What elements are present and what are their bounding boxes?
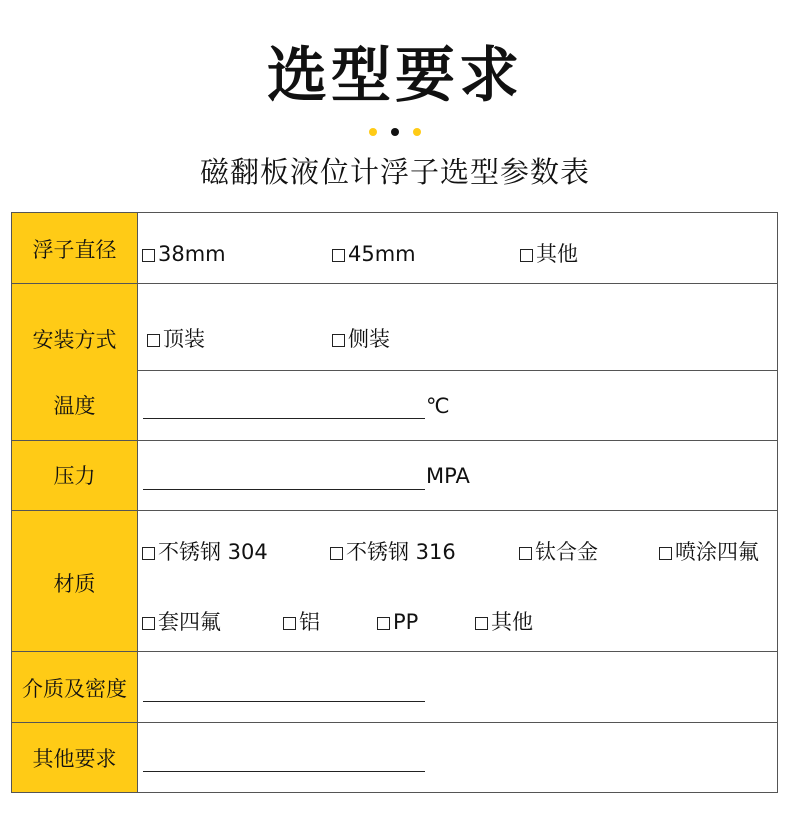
label-pressure: 压力 bbox=[53, 464, 96, 488]
option-pp[interactable] bbox=[377, 607, 418, 637]
option-label: 其他 bbox=[491, 610, 533, 634]
option-label: 喷涂四氟 bbox=[675, 540, 759, 564]
checkbox[interactable] bbox=[520, 249, 533, 262]
option-label: 顶装 bbox=[163, 327, 205, 351]
option-label: 38mm bbox=[158, 242, 226, 266]
checkbox[interactable] bbox=[142, 249, 155, 262]
page-title: 选型要求 bbox=[267, 41, 523, 111]
checkbox[interactable] bbox=[283, 617, 296, 630]
option-label: 套四氟 bbox=[158, 610, 221, 634]
label-temperature: 温度 bbox=[53, 394, 96, 418]
option-label: PP bbox=[393, 610, 419, 634]
option-label: 其他 bbox=[536, 242, 578, 266]
option-ptfe-coated[interactable] bbox=[659, 537, 759, 567]
row-divider bbox=[12, 651, 777, 652]
checkbox[interactable] bbox=[659, 547, 672, 560]
row-divider bbox=[12, 283, 777, 284]
option-aluminum[interactable] bbox=[283, 607, 320, 637]
option-label: 铝 bbox=[299, 610, 320, 634]
option-38mm[interactable] bbox=[142, 239, 226, 269]
temperature-input-line[interactable] bbox=[143, 418, 425, 419]
label-column bbox=[12, 213, 138, 792]
option-ss304[interactable] bbox=[142, 537, 268, 567]
option-label: 侧装 bbox=[348, 327, 390, 351]
checkbox[interactable] bbox=[332, 334, 345, 347]
option-label: 45mm bbox=[348, 242, 416, 266]
checkbox[interactable] bbox=[147, 334, 160, 347]
dot-left bbox=[369, 128, 377, 136]
option-45mm[interactable] bbox=[332, 239, 416, 269]
option-diameter-other[interactable] bbox=[520, 239, 578, 269]
checkbox[interactable] bbox=[377, 617, 390, 630]
temperature-unit: ℃ bbox=[426, 394, 450, 418]
pressure-input-line[interactable] bbox=[143, 489, 425, 490]
dot-right bbox=[413, 128, 421, 136]
decorative-dots bbox=[0, 128, 790, 136]
row-divider bbox=[12, 722, 777, 723]
option-material-other[interactable] bbox=[475, 607, 533, 637]
page-subtitle: 磁翻板液位计浮子选型参数表 bbox=[199, 155, 590, 189]
label-float-diameter: 浮子直径 bbox=[32, 238, 117, 262]
label-material: 材质 bbox=[53, 572, 96, 596]
option-ptfe-sleeve[interactable] bbox=[142, 607, 221, 637]
row-divider bbox=[12, 510, 777, 511]
option-label: 不锈钢 304 bbox=[158, 540, 268, 564]
option-label: 不锈钢 316 bbox=[346, 540, 456, 564]
option-ss316[interactable] bbox=[330, 537, 456, 567]
row-divider bbox=[12, 440, 777, 441]
medium-input-line[interactable] bbox=[143, 701, 425, 702]
checkbox[interactable] bbox=[332, 249, 345, 262]
checkbox[interactable] bbox=[142, 547, 155, 560]
label-medium-density: 介质及密度 bbox=[22, 677, 127, 701]
label-other-requirements: 其他要求 bbox=[32, 747, 117, 771]
dot-center bbox=[391, 128, 399, 136]
option-top-mount[interactable] bbox=[147, 324, 205, 354]
parameter-table bbox=[11, 212, 778, 793]
checkbox[interactable] bbox=[519, 547, 532, 560]
pressure-unit: MPA bbox=[426, 464, 470, 488]
checkbox[interactable] bbox=[475, 617, 488, 630]
checkbox[interactable] bbox=[142, 617, 155, 630]
checkbox[interactable] bbox=[330, 547, 343, 560]
option-label: 钛合金 bbox=[535, 540, 598, 564]
other-input-line[interactable] bbox=[143, 771, 425, 772]
option-side-mount[interactable] bbox=[332, 324, 390, 354]
option-titanium[interactable] bbox=[519, 537, 598, 567]
row-divider bbox=[137, 370, 777, 371]
label-install-method: 安装方式 bbox=[32, 328, 117, 352]
